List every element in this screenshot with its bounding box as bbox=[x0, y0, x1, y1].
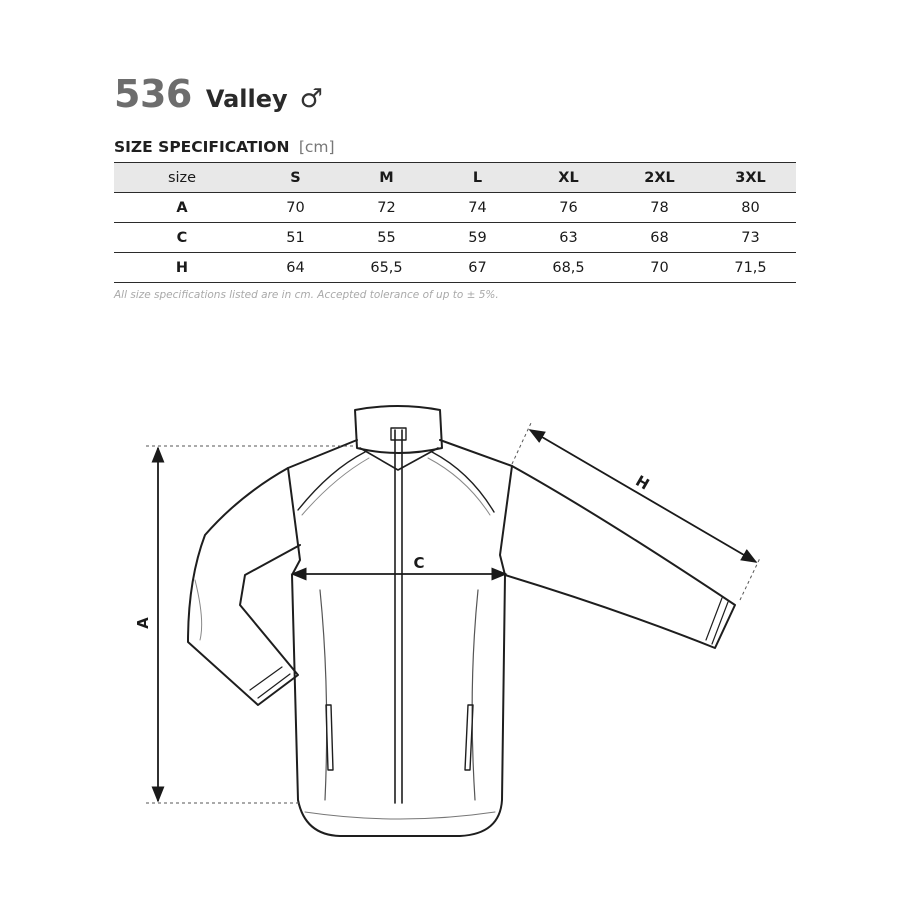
header-cell-s: S bbox=[250, 163, 341, 193]
table-cell: 71,5 bbox=[705, 253, 796, 283]
dimension-c bbox=[292, 554, 506, 574]
jacket-outline bbox=[188, 406, 735, 836]
table-cell: 68 bbox=[614, 223, 705, 253]
header-cell-xl: XL bbox=[523, 163, 614, 193]
table-cell: 80 bbox=[705, 193, 796, 223]
size-spec-label: SIZE SPECIFICATION bbox=[114, 138, 290, 156]
dimension-h-label: H bbox=[632, 471, 653, 494]
table-cell: 78 bbox=[614, 193, 705, 223]
header-cell-3xl: 3XL bbox=[705, 163, 796, 193]
table-cell: 76 bbox=[523, 193, 614, 223]
row-label: A bbox=[114, 193, 250, 223]
row-label: C bbox=[114, 223, 250, 253]
header-cell-m: M bbox=[341, 163, 432, 193]
dimension-h bbox=[512, 423, 760, 600]
table-cell: 63 bbox=[523, 223, 614, 253]
row-label: H bbox=[114, 253, 250, 283]
product-name: Valley bbox=[205, 85, 288, 113]
table-cell: 51 bbox=[250, 223, 341, 253]
table-cell: 72 bbox=[341, 193, 432, 223]
table-cell: 64 bbox=[250, 253, 341, 283]
product-code: 536 bbox=[114, 72, 192, 116]
tolerance-note: All size specifications listed are in cm. Accepted tolerance of up to ± 5%. bbox=[114, 289, 499, 301]
size-spec-unit: [cm] bbox=[298, 138, 335, 156]
header-cell-2xl: 2XL bbox=[614, 163, 705, 193]
table-cell: 59 bbox=[432, 223, 523, 253]
table-cell: 55 bbox=[341, 223, 432, 253]
table-cell: 67 bbox=[432, 253, 523, 283]
table-cell: 70 bbox=[614, 253, 705, 283]
header-cell-l: L bbox=[432, 163, 523, 193]
dimension-a-label: A bbox=[134, 617, 152, 629]
male-symbol-icon: ♂ bbox=[299, 84, 323, 114]
table-cell: 70 bbox=[250, 193, 341, 223]
header-cell-size: size bbox=[114, 163, 250, 193]
table-cell: 65,5 bbox=[341, 253, 432, 283]
table-cell: 68,5 bbox=[523, 253, 614, 283]
table-cell: 74 bbox=[432, 193, 523, 223]
table-cell: 73 bbox=[705, 223, 796, 253]
dimension-c-label: C bbox=[413, 554, 425, 572]
